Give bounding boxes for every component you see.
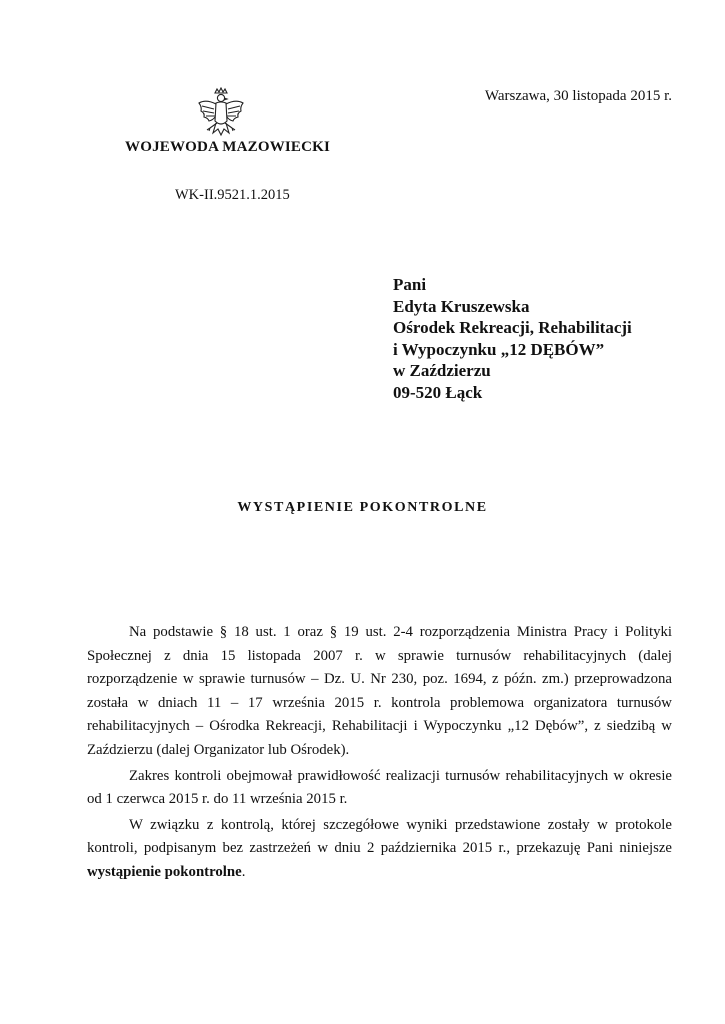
document-title: WYSTĄPIENIE POKONTROLNE xyxy=(237,500,488,515)
office-name: WOJEWODA MAZOWIECKI xyxy=(125,139,331,155)
reference-number: WK-II.9521.1.2015 xyxy=(175,187,290,203)
addressee-block xyxy=(393,274,632,403)
addressee-line: w Zaździerzu xyxy=(393,361,491,380)
addressee-line: Ośrodek Rekreacji, Rehabilitacji xyxy=(393,318,632,337)
body-paragraph: Zakres kontroli obejmował prawidłowość realizacji turnusów rehabilitacyjnych w okresie od 1 czerwca 2015 r. do 11 września 2015 r. xyxy=(87,767,672,808)
paragraph-end: . xyxy=(241,863,246,880)
addressee-line: Pani xyxy=(393,275,427,294)
body-paragraph: Na podstawie § 18 ust. 1 oraz § 19 ust. 2-4 rozporządzenia Ministra Pracy i Polityki Społecznej z dnia 15 listopada 2007 r. w sprawie turnusów rehabilitacyjnych (dalej rozporządzenie w sprawie turnusów – Dz. U. Nr 230, poz. 1694, z późn. zm.) przeprowadzona została w dniach 11 – 17 września 2015 r. kontrola problemowa organizatora turnusów rehabilitacyjnych – Ośrodka Rekreacji, Rehabilitacji i Wypoczynku „12 Dębów”, z siedzibą w Zaździerzu (dalej Organizator lub Ośrodek). xyxy=(87,624,672,758)
document-body xyxy=(87,621,672,885)
paragraph-emphasis: wystąpienie pokontrolne xyxy=(87,863,242,880)
document-date: Warszawa, 30 listopada 2015 r. xyxy=(484,88,672,104)
paragraph-text: W związku z kontrolą, której szczegółowe wyniki przedstawione zostały w protokole kontroli, podpisanym bez zastrzeżeń w dniu 2 października 2015 r., przekazuję Pani niniejsze xyxy=(87,816,672,857)
addressee-line: Edyta Kruszewska xyxy=(393,296,530,316)
body-paragraph xyxy=(87,814,672,885)
eagle-emblem-icon xyxy=(196,87,246,143)
addressee-line: i Wypoczynku „12 DĘBÓW” xyxy=(393,339,605,359)
addressee-line: 09-520 Łąck xyxy=(393,382,483,402)
